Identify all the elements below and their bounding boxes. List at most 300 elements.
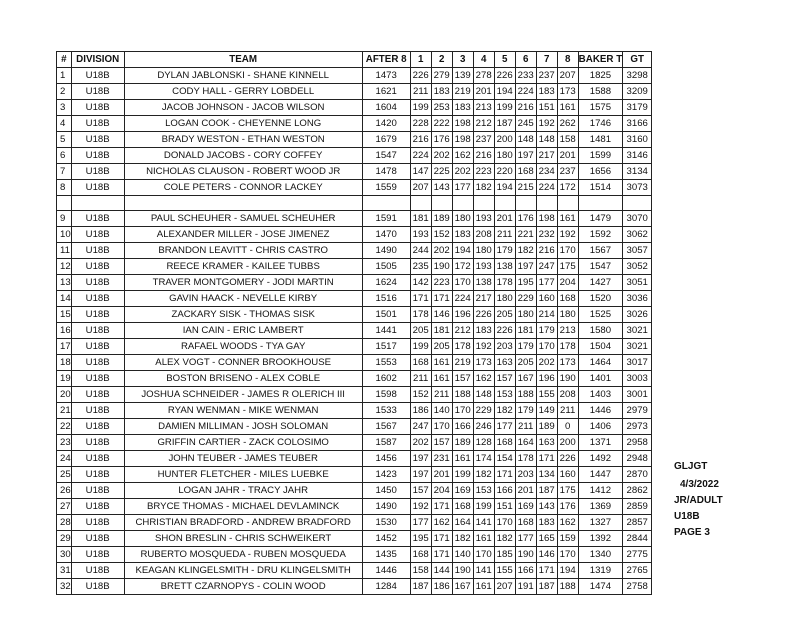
cell-rank: 16 [57, 323, 72, 339]
table-row [57, 579, 652, 595]
cell-game1: 187 [410, 579, 431, 595]
table-row [57, 355, 652, 371]
cell-game4: 182 [473, 467, 494, 483]
cell-game4: 174 [473, 451, 494, 467]
blank-cell [536, 196, 557, 211]
cell-game5: 182 [494, 403, 515, 419]
table-row [57, 164, 652, 180]
cell-game1: 181 [410, 211, 431, 227]
col-header-after8: AFTER 8 [362, 52, 410, 68]
cell-game7: 224 [536, 180, 557, 196]
cell-game5: 157 [494, 371, 515, 387]
cell-team: BRADY WESTON - ETHAN WESTON [124, 132, 362, 148]
cell-game7: 170 [536, 339, 557, 355]
cell-after8: 1452 [362, 531, 410, 547]
cell-game7: 171 [536, 451, 557, 467]
cell-grand-total: 2870 [623, 467, 652, 483]
cell-game2: 171 [431, 499, 452, 515]
cell-grand-total: 2958 [623, 435, 652, 451]
cell-baker-total: 1746 [578, 116, 623, 132]
table-row [57, 116, 652, 132]
cell-game6: 197 [515, 148, 536, 164]
cell-team: IAN CAIN - ERIC LAMBERT [124, 323, 362, 339]
cell-division: U18B [71, 483, 124, 499]
blank-cell [557, 196, 578, 211]
cell-division: U18B [71, 211, 124, 227]
cell-game3: 139 [452, 68, 473, 84]
table-row [57, 371, 652, 387]
table-row [57, 227, 652, 243]
cell-game3: 180 [452, 211, 473, 227]
cell-game8: 226 [557, 451, 578, 467]
cell-game3: 196 [452, 307, 473, 323]
cell-grand-total: 2857 [623, 515, 652, 531]
cell-rank: 30 [57, 547, 72, 563]
cell-game3: 164 [452, 515, 473, 531]
table-row [57, 291, 652, 307]
cell-game8: 176 [557, 499, 578, 515]
cell-game2: 171 [431, 547, 452, 563]
cell-baker-total: 1580 [578, 323, 623, 339]
cell-game3: 199 [452, 467, 473, 483]
cell-grand-total: 3001 [623, 387, 652, 403]
cell-after8: 1602 [362, 371, 410, 387]
cell-game5: 203 [494, 339, 515, 355]
col-header-grand-total: GT [623, 52, 652, 68]
cell-division: U18B [71, 531, 124, 547]
cell-team: LOGAN JAHR - TRACY JAHR [124, 483, 362, 499]
cell-game3: 198 [452, 116, 473, 132]
cell-game6: 148 [515, 132, 536, 148]
cell-game5: 153 [494, 387, 515, 403]
cell-rank: 18 [57, 355, 72, 371]
cell-team: ALEX VOGT - CONNER BROOKHOUSE [124, 355, 362, 371]
cell-grand-total: 3057 [623, 243, 652, 259]
cell-baker-total: 1481 [578, 132, 623, 148]
blank-cell [431, 196, 452, 211]
cell-rank: 31 [57, 563, 72, 579]
cell-after8: 1456 [362, 451, 410, 467]
cell-game5: 207 [494, 579, 515, 595]
cell-game3: 172 [452, 259, 473, 275]
cell-game2: 140 [431, 403, 452, 419]
cell-division: U18B [71, 339, 124, 355]
cell-game4: 216 [473, 148, 494, 164]
cell-game4: 246 [473, 419, 494, 435]
cell-game1: 197 [410, 451, 431, 467]
cell-game3: 183 [452, 227, 473, 243]
cell-rank: 13 [57, 275, 72, 291]
cell-game4: 170 [473, 547, 494, 563]
cell-baker-total: 1599 [578, 148, 623, 164]
blank-cell [362, 196, 410, 211]
cell-team: SHON BRESLIN - CHRIS SCHWEIKERT [124, 531, 362, 547]
cell-game8: 162 [557, 515, 578, 531]
table-row [57, 132, 652, 148]
cell-game4: 180 [473, 243, 494, 259]
cell-game5: 178 [494, 275, 515, 291]
cell-game5: 200 [494, 132, 515, 148]
cell-rank: 15 [57, 307, 72, 323]
cell-baker-total: 1575 [578, 100, 623, 116]
cell-game2: 225 [431, 164, 452, 180]
cell-game4: 128 [473, 435, 494, 451]
cell-game3: 170 [452, 403, 473, 419]
cell-baker-total: 1403 [578, 387, 623, 403]
cell-after8: 1547 [362, 148, 410, 164]
cell-game4: 141 [473, 563, 494, 579]
blank-cell [473, 196, 494, 211]
cell-game6: 164 [515, 435, 536, 451]
cell-division: U18B [71, 323, 124, 339]
cell-game8: 201 [557, 148, 578, 164]
col-header-game2: 2 [431, 52, 452, 68]
table-row [57, 435, 652, 451]
cell-team: GRIFFIN CARTIER - ZACK COLOSIMO [124, 435, 362, 451]
cell-division: U18B [71, 499, 124, 515]
cell-game5: 201 [494, 211, 515, 227]
cell-game8: 0 [557, 419, 578, 435]
cell-game6: 176 [515, 211, 536, 227]
cell-division: U18B [71, 291, 124, 307]
cell-game8: 168 [557, 291, 578, 307]
cell-game1: 199 [410, 100, 431, 116]
cell-game6: 229 [515, 291, 536, 307]
cell-baker-total: 1474 [578, 579, 623, 595]
cell-game8: 208 [557, 387, 578, 403]
cell-rank: 9 [57, 211, 72, 227]
division-note: U18B [674, 511, 700, 522]
cell-game1: 224 [410, 148, 431, 164]
cell-game2: 161 [431, 355, 452, 371]
cell-division: U18B [71, 132, 124, 148]
cell-grand-total: 3160 [623, 132, 652, 148]
cell-team: BOSTON BRISENO - ALEX COBLE [124, 371, 362, 387]
cell-game7: 234 [536, 164, 557, 180]
cell-game7: 237 [536, 68, 557, 84]
cell-game6: 203 [515, 467, 536, 483]
cell-baker-total: 1520 [578, 291, 623, 307]
cell-baker-total: 1392 [578, 531, 623, 547]
cell-game6: 221 [515, 227, 536, 243]
col-header-game1: 1 [410, 52, 431, 68]
cell-after8: 1587 [362, 435, 410, 451]
cell-game7: 179 [536, 323, 557, 339]
cell-game6: 191 [515, 579, 536, 595]
date-note: 4/3/2022 [680, 479, 719, 490]
cell-game6: 177 [515, 531, 536, 547]
cell-team: JACOB JOHNSON - JACOB WILSON [124, 100, 362, 116]
cell-game2: 223 [431, 275, 452, 291]
cell-game3: 224 [452, 291, 473, 307]
cell-game8: 172 [557, 180, 578, 196]
cell-game4: 161 [473, 579, 494, 595]
cell-game7: 183 [536, 515, 557, 531]
col-header-game6: 6 [515, 52, 536, 68]
cell-game7: 214 [536, 307, 557, 323]
cell-grand-total: 2775 [623, 547, 652, 563]
table-row [57, 515, 652, 531]
cell-game7: 148 [536, 132, 557, 148]
cell-game7: 216 [536, 243, 557, 259]
cell-after8: 1567 [362, 419, 410, 435]
cell-game4: 237 [473, 132, 494, 148]
cell-rank: 24 [57, 451, 72, 467]
cell-baker-total: 1340 [578, 547, 623, 563]
cell-baker-total: 1592 [578, 227, 623, 243]
cell-after8: 1530 [362, 515, 410, 531]
cell-game1: 211 [410, 371, 431, 387]
table-row [57, 323, 652, 339]
cell-game5: 154 [494, 451, 515, 467]
cell-game6: 168 [515, 164, 536, 180]
cell-game6: 224 [515, 84, 536, 100]
cell-game7: 217 [536, 148, 557, 164]
cell-after8: 1490 [362, 499, 410, 515]
cell-grand-total: 2859 [623, 499, 652, 515]
col-header-rank: # [57, 52, 72, 68]
cell-baker-total: 1447 [578, 467, 623, 483]
cell-game6: 201 [515, 483, 536, 499]
cell-after8: 1450 [362, 483, 410, 499]
cell-after8: 1490 [362, 243, 410, 259]
cell-division: U18B [71, 387, 124, 403]
cell-team: GAVIN HAACK - NEVELLE KIRBY [124, 291, 362, 307]
cell-team: BRYCE THOMAS - MICHAEL DEVLAMINCK [124, 499, 362, 515]
table-row [57, 451, 652, 467]
cell-game6: 181 [515, 323, 536, 339]
cell-grand-total: 3021 [623, 323, 652, 339]
cell-team: ZACKARY SISK - THOMAS SISK [124, 307, 362, 323]
cell-grand-total: 3062 [623, 227, 652, 243]
table-row [57, 100, 652, 116]
cell-grand-total: 3052 [623, 259, 652, 275]
cell-game3: 182 [452, 531, 473, 547]
cell-game1: 168 [410, 547, 431, 563]
cell-game3: 198 [452, 132, 473, 148]
cell-division: U18B [71, 275, 124, 291]
table-row [57, 483, 652, 499]
blank-cell [124, 196, 362, 211]
cell-grand-total: 3298 [623, 68, 652, 84]
cell-game2: 201 [431, 467, 452, 483]
cell-rank: 19 [57, 371, 72, 387]
cell-after8: 1441 [362, 323, 410, 339]
cell-baker-total: 1547 [578, 259, 623, 275]
cell-team: LOGAN COOK - CHEYENNE LONG [124, 116, 362, 132]
cell-after8: 1533 [362, 403, 410, 419]
table-row [57, 563, 652, 579]
cell-game5: 180 [494, 291, 515, 307]
table-row [57, 84, 652, 100]
cell-game7: 247 [536, 259, 557, 275]
cell-game6: 179 [515, 403, 536, 419]
cell-division: U18B [71, 148, 124, 164]
cell-after8: 1679 [362, 132, 410, 148]
cell-game7: 198 [536, 211, 557, 227]
cell-grand-total: 3051 [623, 275, 652, 291]
cell-game6: 178 [515, 451, 536, 467]
cell-baker-total: 1401 [578, 371, 623, 387]
cell-game8: 159 [557, 531, 578, 547]
cell-rank: 20 [57, 387, 72, 403]
cell-grand-total: 3021 [623, 339, 652, 355]
cell-game7: 183 [536, 84, 557, 100]
cell-grand-total: 3073 [623, 180, 652, 196]
cell-game2: 222 [431, 116, 452, 132]
cell-baker-total: 1427 [578, 275, 623, 291]
cell-game1: 199 [410, 339, 431, 355]
cell-game8: 170 [557, 547, 578, 563]
blank-cell [623, 196, 652, 211]
cell-game5: 220 [494, 164, 515, 180]
cell-rank: 3 [57, 100, 72, 116]
cell-game2: 202 [431, 243, 452, 259]
cell-game3: 157 [452, 371, 473, 387]
cell-rank: 28 [57, 515, 72, 531]
cell-game2: 171 [431, 291, 452, 307]
cell-game3: 183 [452, 100, 473, 116]
cell-game4: 223 [473, 164, 494, 180]
cell-game2: 183 [431, 84, 452, 100]
cell-game2: 190 [431, 259, 452, 275]
page-note: PAGE 3 [674, 527, 710, 538]
cell-game8: 170 [557, 243, 578, 259]
cell-after8: 1516 [362, 291, 410, 307]
cell-game1: 197 [410, 467, 431, 483]
cell-grand-total: 2758 [623, 579, 652, 595]
cell-team: COLE PETERS - CONNOR LACKEY [124, 180, 362, 196]
cell-game8: 194 [557, 563, 578, 579]
cell-rank: 8 [57, 180, 72, 196]
cell-game4: 182 [473, 180, 494, 196]
cell-game2: 231 [431, 451, 452, 467]
cell-game7: 165 [536, 531, 557, 547]
cell-game8: 204 [557, 275, 578, 291]
cell-game4: 213 [473, 100, 494, 116]
table-row [57, 275, 652, 291]
table-row [57, 547, 652, 563]
cell-team: ALEXANDER MILLER - JOSE JIMENEZ [124, 227, 362, 243]
cell-game2: 143 [431, 180, 452, 196]
cell-team: DYLAN JABLONSKI - SHANE KINNELL [124, 68, 362, 84]
cell-game4: 161 [473, 531, 494, 547]
cell-game2: 170 [431, 419, 452, 435]
cell-game7: 189 [536, 419, 557, 435]
cell-game3: 189 [452, 435, 473, 451]
cell-game8: 207 [557, 68, 578, 84]
cell-game2: 279 [431, 68, 452, 84]
cell-game3: 140 [452, 547, 473, 563]
cell-rank: 1 [57, 68, 72, 84]
cell-game7: 177 [536, 275, 557, 291]
cell-game1: 158 [410, 563, 431, 579]
cell-after8: 1284 [362, 579, 410, 595]
blank-cell [578, 196, 623, 211]
cell-game8: 175 [557, 483, 578, 499]
category-note: JR/ADULT [674, 495, 723, 506]
cell-division: U18B [71, 371, 124, 387]
cell-game4: 138 [473, 275, 494, 291]
cell-after8: 1478 [362, 164, 410, 180]
col-header-game4: 4 [473, 52, 494, 68]
blank-cell [494, 196, 515, 211]
cell-game5: 151 [494, 499, 515, 515]
cell-grand-total: 3070 [623, 211, 652, 227]
cell-rank: 27 [57, 499, 72, 515]
cell-grand-total: 3146 [623, 148, 652, 164]
table-row [57, 339, 652, 355]
cell-game1: 202 [410, 435, 431, 451]
table-row [57, 68, 652, 84]
cell-grand-total: 3209 [623, 84, 652, 100]
cell-game5: 226 [494, 68, 515, 84]
cell-after8: 1446 [362, 563, 410, 579]
cell-game5: 155 [494, 563, 515, 579]
cell-game4: 199 [473, 499, 494, 515]
cell-game3: 219 [452, 84, 473, 100]
cell-division: U18B [71, 467, 124, 483]
cell-baker-total: 1504 [578, 339, 623, 355]
cell-game3: 188 [452, 387, 473, 403]
table-row [57, 307, 652, 323]
cell-rank: 4 [57, 116, 72, 132]
col-header-game5: 5 [494, 52, 515, 68]
col-header-game7: 7 [536, 52, 557, 68]
cell-game7: 143 [536, 499, 557, 515]
cell-game8: 211 [557, 403, 578, 419]
cell-game1: 192 [410, 499, 431, 515]
cell-game7: 187 [536, 483, 557, 499]
cell-game6: 211 [515, 419, 536, 435]
cell-grand-total: 2948 [623, 451, 652, 467]
cell-game1: 228 [410, 116, 431, 132]
cell-game8: 160 [557, 467, 578, 483]
table-row [57, 499, 652, 515]
cell-game4: 162 [473, 371, 494, 387]
cell-game6: 166 [515, 563, 536, 579]
cell-game8: 180 [557, 307, 578, 323]
cell-baker-total: 1567 [578, 243, 623, 259]
cell-team: PAUL SCHEUHER - SAMUEL SCHEUHER [124, 211, 362, 227]
cell-grand-total: 3026 [623, 307, 652, 323]
cell-game5: 211 [494, 227, 515, 243]
cell-team: DAMIEN MILLIMAN - JOSH SOLOMAN [124, 419, 362, 435]
cell-game8: 173 [557, 355, 578, 371]
cell-rank: 12 [57, 259, 72, 275]
cell-game7: 151 [536, 100, 557, 116]
cell-game2: 171 [431, 531, 452, 547]
cell-game2: 161 [431, 371, 452, 387]
cell-game1: 171 [410, 291, 431, 307]
cell-game4: 226 [473, 307, 494, 323]
cell-game3: 169 [452, 483, 473, 499]
cell-team: CHRISTIAN BRADFORD - ANDREW BRADFORD [124, 515, 362, 531]
cell-game5: 163 [494, 355, 515, 371]
cell-game5: 205 [494, 307, 515, 323]
cell-team: KEAGAN KLINGELSMITH - DRU KLINGELSMITH [124, 563, 362, 579]
cell-after8: 1553 [362, 355, 410, 371]
cell-division: U18B [71, 259, 124, 275]
cell-game4: 201 [473, 84, 494, 100]
header-row [57, 52, 652, 68]
table-row [57, 419, 652, 435]
cell-baker-total: 1319 [578, 563, 623, 579]
cell-grand-total: 3179 [623, 100, 652, 116]
blank-cell [515, 196, 536, 211]
blank-cell [57, 196, 72, 211]
cell-game6: 179 [515, 339, 536, 355]
